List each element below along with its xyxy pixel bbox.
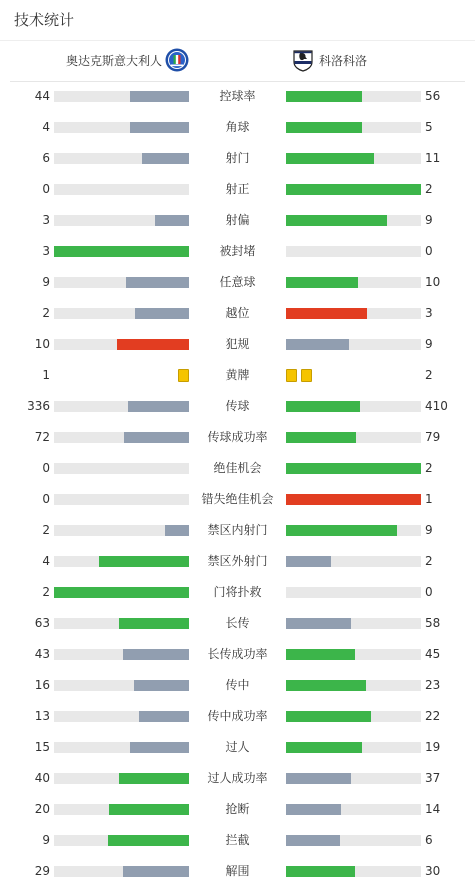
stat-row bbox=[0, 825, 475, 856]
away-stat-bar bbox=[286, 184, 421, 195]
home-stat-bar-fill bbox=[119, 618, 189, 629]
home-stat-bar bbox=[54, 866, 189, 877]
stat-row bbox=[0, 112, 475, 143]
yellow-card-icon bbox=[286, 369, 297, 382]
away-stat-bar bbox=[286, 308, 421, 319]
home-stat-value: 9 bbox=[42, 833, 50, 847]
away-stat-value: 3 bbox=[425, 306, 433, 320]
stat-row bbox=[0, 391, 475, 422]
stat-label: 传中成功率 bbox=[207, 709, 268, 723]
away-stat-bar bbox=[286, 215, 421, 226]
stat-row bbox=[0, 267, 475, 298]
home-stat-bar-fill bbox=[135, 308, 189, 319]
home-stat-bar-fill bbox=[165, 525, 189, 536]
away-stat-value: 23 bbox=[425, 678, 441, 692]
home-stat-bar bbox=[54, 401, 189, 412]
away-stat-bar bbox=[286, 680, 421, 691]
stat-label: 传球 bbox=[225, 399, 250, 413]
away-stat-value: 1 bbox=[425, 492, 433, 506]
away-stat-bar-fill bbox=[286, 122, 362, 133]
home-stat-bar-fill bbox=[142, 153, 189, 164]
home-stat-bar bbox=[54, 308, 189, 319]
home-stat-bar bbox=[54, 525, 189, 536]
away-stat-bar bbox=[286, 835, 421, 846]
stat-row bbox=[0, 453, 475, 484]
away-stat-value: 10 bbox=[425, 275, 441, 289]
away-stat-bar bbox=[286, 432, 421, 443]
stat-label: 射正 bbox=[225, 182, 250, 196]
away-stat-value: 22 bbox=[425, 709, 441, 723]
away-stat-value: 30 bbox=[425, 864, 441, 878]
away-stat-bar-fill bbox=[286, 401, 360, 412]
stat-row bbox=[0, 515, 475, 546]
stat-label: 禁区内射门 bbox=[207, 523, 268, 537]
away-stat-value: 2 bbox=[425, 554, 433, 568]
away-stat-value: 2 bbox=[425, 182, 433, 196]
home-team-name[interactable]: 奥达克斯意大利人 bbox=[65, 54, 162, 68]
away-stat-bar-fill bbox=[286, 525, 397, 536]
home-team-logo-icon[interactable] bbox=[165, 48, 189, 72]
away-team-name[interactable]: 科洛科洛 bbox=[319, 54, 368, 68]
home-stat-value: 29 bbox=[34, 864, 50, 878]
away-stat-bar-fill bbox=[286, 215, 387, 226]
away-stat-bar bbox=[286, 91, 421, 102]
away-stat-value: 2 bbox=[425, 461, 433, 475]
home-stat-bar-fill bbox=[109, 804, 189, 815]
home-stat-value: 336 bbox=[27, 399, 50, 413]
away-team-logo-icon[interactable] bbox=[291, 48, 315, 72]
stat-row bbox=[0, 856, 475, 887]
home-stat-value: 3 bbox=[42, 213, 50, 227]
home-stat-bar-fill bbox=[139, 711, 189, 722]
home-stat-bar-fill bbox=[126, 277, 189, 288]
away-stat-bar bbox=[286, 339, 421, 350]
home-stat-value: 0 bbox=[42, 461, 50, 475]
team-header bbox=[0, 46, 475, 76]
home-stat-value: 2 bbox=[42, 306, 50, 320]
away-stat-bar bbox=[286, 525, 421, 536]
stat-row bbox=[0, 639, 475, 670]
home-stat-value: 40 bbox=[34, 771, 50, 785]
away-stat-bar bbox=[286, 711, 421, 722]
away-stat-value: 0 bbox=[425, 244, 433, 258]
stat-row bbox=[0, 763, 475, 794]
stat-label: 绝佳机会 bbox=[213, 461, 262, 475]
home-stat-bar-fill bbox=[123, 866, 189, 877]
away-stat-value: 58 bbox=[425, 616, 441, 630]
away-stat-value: 0 bbox=[425, 585, 433, 599]
home-stat-bar-fill bbox=[117, 339, 189, 350]
home-stat-bar bbox=[54, 618, 189, 629]
away-stat-bar bbox=[286, 401, 421, 412]
away-stat-bar bbox=[286, 804, 421, 815]
stat-row bbox=[0, 205, 475, 236]
stat-label: 过人成功率 bbox=[207, 771, 268, 785]
section-title: 技术统计 bbox=[14, 11, 75, 29]
stat-label: 黄牌 bbox=[225, 368, 250, 382]
away-stat-value: 9 bbox=[425, 523, 433, 537]
away-stat-value: 2 bbox=[425, 368, 433, 382]
stat-row bbox=[0, 422, 475, 453]
home-stat-value: 6 bbox=[42, 151, 50, 165]
stat-label: 拦截 bbox=[225, 833, 250, 847]
stat-label: 门将扑救 bbox=[213, 585, 262, 599]
stat-label: 被封堵 bbox=[219, 244, 256, 258]
away-stat-value: 45 bbox=[425, 647, 441, 661]
home-stat-bar bbox=[54, 463, 189, 474]
home-stat-bar bbox=[54, 432, 189, 443]
stat-label: 禁区外射门 bbox=[207, 554, 268, 568]
home-stat-bar-fill bbox=[130, 122, 189, 133]
title-divider bbox=[0, 40, 475, 41]
away-stat-bar-fill bbox=[286, 494, 421, 505]
yellow-card-icon bbox=[301, 369, 312, 382]
home-stat-value: 1 bbox=[42, 368, 50, 382]
away-stat-bar-fill bbox=[286, 277, 358, 288]
stat-label: 传球成功率 bbox=[207, 430, 268, 444]
stat-label: 射偏 bbox=[225, 213, 250, 227]
home-stat-bar-fill bbox=[119, 773, 189, 784]
home-stat-bar-fill bbox=[54, 587, 189, 598]
home-stat-bar-fill bbox=[99, 556, 189, 567]
stat-label: 长传 bbox=[225, 616, 250, 630]
home-stat-bar bbox=[54, 277, 189, 288]
away-stat-bar-fill bbox=[286, 432, 356, 443]
away-stat-value: 11 bbox=[425, 151, 441, 165]
away-stat-bar-fill bbox=[286, 153, 374, 164]
home-stat-value: 4 bbox=[42, 554, 50, 568]
stat-label: 传中 bbox=[225, 678, 250, 692]
home-stat-bar bbox=[54, 556, 189, 567]
home-stat-bar bbox=[54, 773, 189, 784]
home-stat-value: 0 bbox=[42, 492, 50, 506]
stat-row bbox=[0, 670, 475, 701]
away-stat-value: 19 bbox=[425, 740, 441, 754]
stat-label: 射门 bbox=[225, 151, 250, 165]
away-stat-value: 5 bbox=[425, 120, 433, 134]
home-stat-bar bbox=[54, 91, 189, 102]
away-stat-bar-fill bbox=[286, 618, 351, 629]
away-stat-bar bbox=[286, 773, 421, 784]
stat-row bbox=[0, 329, 475, 360]
away-stat-bar bbox=[286, 246, 421, 257]
stat-row bbox=[0, 174, 475, 205]
stat-label: 犯规 bbox=[225, 337, 250, 351]
home-stat-bar-fill bbox=[124, 432, 189, 443]
home-stat-value: 9 bbox=[42, 275, 50, 289]
away-stat-bar-fill bbox=[286, 649, 355, 660]
home-stat-value: 63 bbox=[34, 616, 50, 630]
home-stat-bar bbox=[54, 711, 189, 722]
stat-label: 越位 bbox=[225, 306, 250, 320]
home-stat-value: 20 bbox=[34, 802, 50, 816]
home-stat-bar-fill bbox=[130, 742, 189, 753]
stat-row bbox=[0, 577, 475, 608]
stat-label: 抢断 bbox=[225, 802, 250, 816]
home-stat-bar bbox=[54, 153, 189, 164]
home-stat-bar-fill bbox=[108, 835, 189, 846]
away-stat-bar bbox=[286, 494, 421, 505]
stat-row bbox=[0, 81, 475, 112]
home-stat-value: 72 bbox=[34, 430, 50, 444]
home-stat-value: 15 bbox=[34, 740, 50, 754]
stat-label: 任意球 bbox=[219, 275, 256, 289]
away-stat-value: 9 bbox=[425, 337, 433, 351]
home-stat-bar bbox=[54, 122, 189, 133]
home-stat-value: 16 bbox=[34, 678, 50, 692]
away-stat-bar bbox=[286, 153, 421, 164]
stat-label: 长传成功率 bbox=[207, 647, 268, 661]
stat-row bbox=[0, 298, 475, 329]
away-yellow-cards bbox=[286, 369, 316, 382]
home-stat-bar bbox=[54, 649, 189, 660]
home-stat-value: 3 bbox=[42, 244, 50, 258]
away-stat-bar-fill bbox=[286, 308, 367, 319]
stat-row bbox=[0, 484, 475, 515]
stat-label: 解围 bbox=[225, 864, 250, 878]
stat-row bbox=[0, 701, 475, 732]
home-stat-bar-fill bbox=[134, 680, 189, 691]
home-stat-bar bbox=[54, 742, 189, 753]
away-stat-value: 56 bbox=[425, 89, 441, 103]
home-stat-value: 43 bbox=[34, 647, 50, 661]
home-stat-bar-fill bbox=[128, 401, 189, 412]
home-stat-bar bbox=[54, 494, 189, 505]
home-stat-value: 44 bbox=[34, 89, 50, 103]
stat-label: 过人 bbox=[225, 740, 250, 754]
home-stat-value: 4 bbox=[42, 120, 50, 134]
away-stat-bar bbox=[286, 463, 421, 474]
home-stat-bar-fill bbox=[155, 215, 189, 226]
away-stat-bar-fill bbox=[286, 463, 421, 474]
stat-row bbox=[0, 732, 475, 763]
away-stat-bar-fill bbox=[286, 773, 351, 784]
home-stat-bar-fill bbox=[54, 246, 189, 257]
stat-row bbox=[0, 794, 475, 825]
home-stat-bar bbox=[54, 246, 189, 257]
away-stat-bar bbox=[286, 122, 421, 133]
away-stat-bar-fill bbox=[286, 804, 341, 815]
home-stat-bar bbox=[54, 835, 189, 846]
home-stat-bar bbox=[54, 804, 189, 815]
away-stat-bar-fill bbox=[286, 184, 421, 195]
stat-row bbox=[0, 360, 475, 391]
away-stat-value: 79 bbox=[425, 430, 441, 444]
stat-row bbox=[0, 143, 475, 174]
home-stat-value: 13 bbox=[34, 709, 50, 723]
home-stat-bar bbox=[54, 339, 189, 350]
away-stat-bar bbox=[286, 866, 421, 877]
home-stat-value: 2 bbox=[42, 585, 50, 599]
away-stat-value: 14 bbox=[425, 802, 441, 816]
stat-row bbox=[0, 546, 475, 577]
away-stat-bar bbox=[286, 556, 421, 567]
away-stat-bar-fill bbox=[286, 742, 362, 753]
away-stat-value: 410 bbox=[425, 399, 448, 413]
away-stat-bar bbox=[286, 649, 421, 660]
home-yellow-cards bbox=[174, 369, 189, 382]
stat-label: 错失绝佳机会 bbox=[201, 492, 274, 506]
away-stat-value: 6 bbox=[425, 833, 433, 847]
away-stat-bar-fill bbox=[286, 866, 355, 877]
home-stat-bar bbox=[54, 184, 189, 195]
away-stat-bar bbox=[286, 742, 421, 753]
home-stat-value: 10 bbox=[34, 337, 50, 351]
yellow-card-icon bbox=[178, 369, 189, 382]
away-stat-bar bbox=[286, 277, 421, 288]
home-stat-value: 2 bbox=[42, 523, 50, 537]
home-stat-bar bbox=[54, 587, 189, 598]
stat-label: 控球率 bbox=[219, 89, 256, 103]
home-stat-value: 0 bbox=[42, 182, 50, 196]
away-stat-bar-fill bbox=[286, 711, 371, 722]
home-stat-bar-fill bbox=[130, 91, 189, 102]
stat-label: 角球 bbox=[225, 120, 250, 134]
away-stat-bar-fill bbox=[286, 556, 331, 567]
stat-row bbox=[0, 608, 475, 639]
home-stat-bar-fill bbox=[123, 649, 189, 660]
away-stat-bar-fill bbox=[286, 339, 349, 350]
away-stat-value: 9 bbox=[425, 213, 433, 227]
home-stat-bar bbox=[54, 215, 189, 226]
away-stat-bar-fill bbox=[286, 835, 340, 846]
away-stat-bar-fill bbox=[286, 680, 366, 691]
away-stat-value: 37 bbox=[425, 771, 441, 785]
away-stat-bar bbox=[286, 618, 421, 629]
away-stat-bar-fill bbox=[286, 91, 362, 102]
home-stat-bar bbox=[54, 680, 189, 691]
stat-row bbox=[0, 236, 475, 267]
away-stat-bar bbox=[286, 587, 421, 598]
